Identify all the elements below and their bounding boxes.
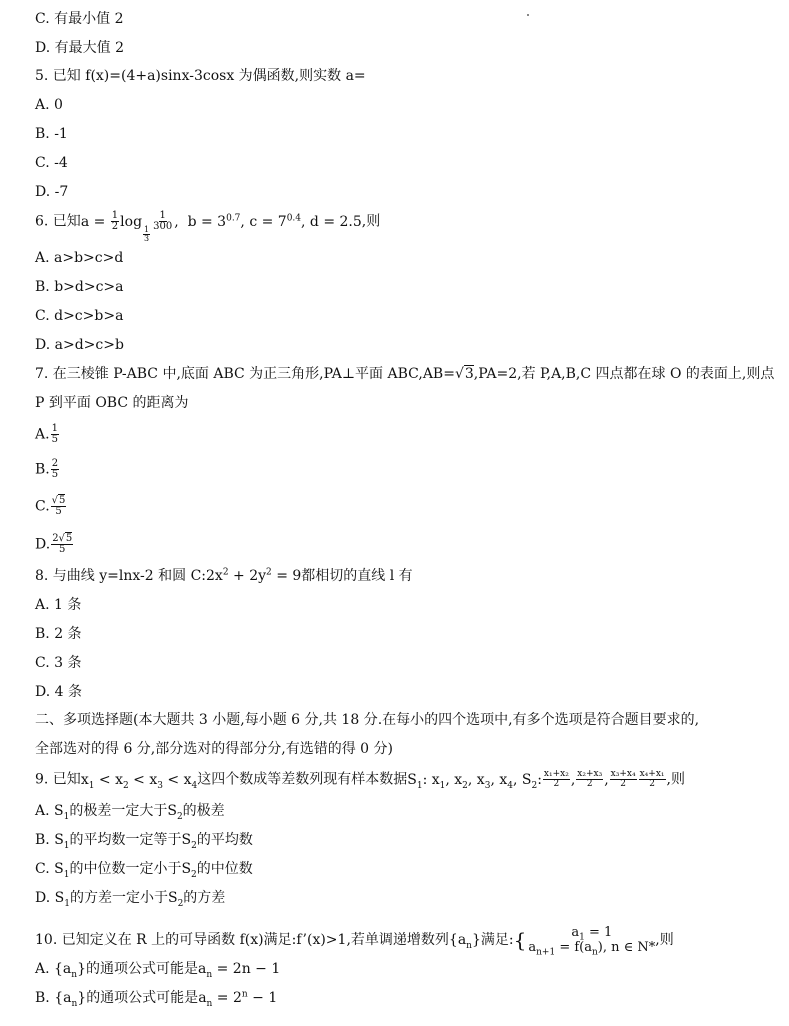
q9c-t1: 的中位数一定小于 <box>69 861 182 877</box>
question-5: 5. 已知 f(x)=(4+a)sinx-3cosx 为偶函数,则实数 a= <box>35 68 366 84</box>
q6-option-c: C. d>c>b>a <box>35 308 124 324</box>
q7-text-a: 7. 在三棱锥 P-ABC 中,底面 ABC 为正三角形,PA⊥平面 ABC,AB= <box>35 366 455 382</box>
q5-option-b: B. -1 <box>35 126 68 142</box>
q6-suffix: ,则 <box>361 213 381 230</box>
q8-prefix: 8. 与曲线 y=lnx-2 和圆 C: <box>35 568 207 584</box>
q8-option-a: A. 1 条 <box>35 597 82 613</box>
question-6 <box>35 211 380 243</box>
q7b-label: B. <box>35 461 50 478</box>
question-9 <box>35 770 685 789</box>
q7c-label: C. <box>35 498 50 515</box>
q6-prefix: 6. 已知 <box>35 213 81 230</box>
q10-seq: $\{a_n\}$ <box>448 932 481 951</box>
q6-formula: a = $\frac{1}{2}$ log $\frac{1}{3}$ $\frac{1}{300}$ , $b = 3^{0.7}$, $c = 7^{0.4}$, d = 2.5 <box>80 210 362 243</box>
q10-suffix: ,则 <box>655 932 674 948</box>
q9-option-b: B. $S_1$的平均数一定等于$S_2$的平均数 <box>35 832 253 851</box>
q7-option-d <box>35 534 74 555</box>
q9c-t2: 的中位数 <box>196 861 253 877</box>
q9c-label: C. <box>35 861 55 877</box>
sqrt3: √3 <box>454 366 474 382</box>
q9d-t2: 的方差 <box>183 890 226 906</box>
section-2-heading-l1: 二、多项选择题(本大题共 3 小题,每小题 6 分,共 18 分.在每小的四个选项中,有多个选项是符合题目要求的, <box>35 712 700 728</box>
q8-suffix: 都相切的直线 l 有 <box>301 568 413 584</box>
q7-option-a <box>35 424 60 445</box>
q9-option-c: C. $S_1$的中位数一定小于$S_2$的中位数 <box>35 861 253 880</box>
q9b-label: B. <box>35 832 55 848</box>
q7a-label: A. <box>35 426 50 443</box>
q8-formula: $2x^2 + 2y^2 = 9$ <box>206 567 302 584</box>
q9-option-d: D. $S_1$的方差一定小于$S_2$的方差 <box>35 890 226 909</box>
q10-system: $a_1 = 1$ $a_{n+1} = f(a_n)$, n ∈ N* <box>528 925 656 958</box>
q9b-t1: 的平均数一定等于 <box>69 832 182 848</box>
q7-option-b <box>35 459 60 480</box>
q9d-t1: 的方差一定小于 <box>69 890 168 906</box>
q9a-t1: 的极差一定大于 <box>69 803 168 819</box>
q9b-t2: 的平均数 <box>196 832 253 848</box>
q5-option-c: C. -4 <box>35 155 68 171</box>
q7d-value: $\frac{2√5}{5}$ <box>52 533 73 555</box>
q7a-value: $\frac{1}{5}$ <box>51 423 58 445</box>
question-7-line2: P 到平面 OBC 的距离为 <box>35 395 189 411</box>
q10-option-a: A. $\{a_n\}$的通项公式可能是$a_n = 2n - 1$ <box>35 961 281 980</box>
q5-option-d: D. -7 <box>35 184 69 200</box>
q10b-label: B. <box>35 990 55 1006</box>
q9-prefix: 9. 已知 <box>35 771 81 788</box>
q10-prefix: 10. 已知定义在 R 上的可导函数 f(x)满足:f’(x)>1,若单调递增数列 <box>35 932 449 948</box>
q10-mid: 满足: <box>480 932 514 948</box>
q5-option-a: A. 0 <box>35 97 63 113</box>
q7c-value: $\frac{√5}{5}$ <box>51 495 66 517</box>
q7-option-c <box>35 496 67 517</box>
q10a-mid: 的通项公式可能是 <box>86 961 198 977</box>
q7-text-b: ,PA=2,若 P,A,B,C 四点都在球 O 的表面上,则点 <box>473 366 775 382</box>
q6-option-b: B. b>d>c>a <box>35 279 124 295</box>
q9-option-a: A. $S_1$的极差一定大于$S_2$的极差 <box>35 803 225 822</box>
q9-mid: 这四个数成等差数列现有样本数据 <box>197 771 408 788</box>
q10b-formula: $a_n = 2^n - 1$ <box>198 989 278 1009</box>
q7d-label: D. <box>35 536 51 553</box>
q9-samples: $S_1$: $x_1$, $x_2$, $x_3$, $x_4$, $S_2$: $\frac{\text{x₁+x₂}}{2}$ , $\frac{\text{x₂+x₃}}{2}$ , $\frac{\text{x₃+x₄}}{2}$ $\frac{\text{x₄+x₁}}{2}$ <box>407 769 665 791</box>
q10a-label: A. <box>35 961 55 977</box>
q7b-value: $\frac{2}{5}$ <box>51 458 59 480</box>
q9-inequality: $x_1 < x_2 < x_3 < x_4$ <box>80 771 198 791</box>
section-2-heading-l2: 全部选对的得 6 分,部分选对的得部分分,有选错的得 0 分) <box>35 741 393 757</box>
q8-option-c: C. 3 条 <box>35 655 82 671</box>
question-7-line1 <box>35 365 774 383</box>
q9-suffix: ,则 <box>666 771 685 788</box>
q8-option-d: D. 4 条 <box>35 684 82 700</box>
q10-option-b: B. $\{a_n\}$的通项公式可能是$a_n = 2^n - 1$ <box>35 989 278 1009</box>
q9a-t2: 的极差 <box>182 803 225 819</box>
question-10 <box>35 925 674 958</box>
q10a-formula: $a_n = 2n - 1$ <box>198 961 281 980</box>
q10b-mid: 的通项公式可能是 <box>86 990 199 1006</box>
q9d-label: D. <box>35 890 55 906</box>
option-c-prev: C. 有最小值 2 <box>35 11 124 27</box>
q10-brace: { <box>513 928 527 952</box>
q6-option-a: A. a>b>c>d <box>35 250 124 266</box>
q9a-label: A. <box>35 803 55 819</box>
option-d-prev: D. 有最大值 2 <box>35 40 124 56</box>
question-8 <box>35 567 413 585</box>
q6-option-d: D. a>d>c>b <box>35 337 124 353</box>
q8-option-b: B. 2 条 <box>35 626 82 642</box>
stray-dot <box>527 14 529 16</box>
